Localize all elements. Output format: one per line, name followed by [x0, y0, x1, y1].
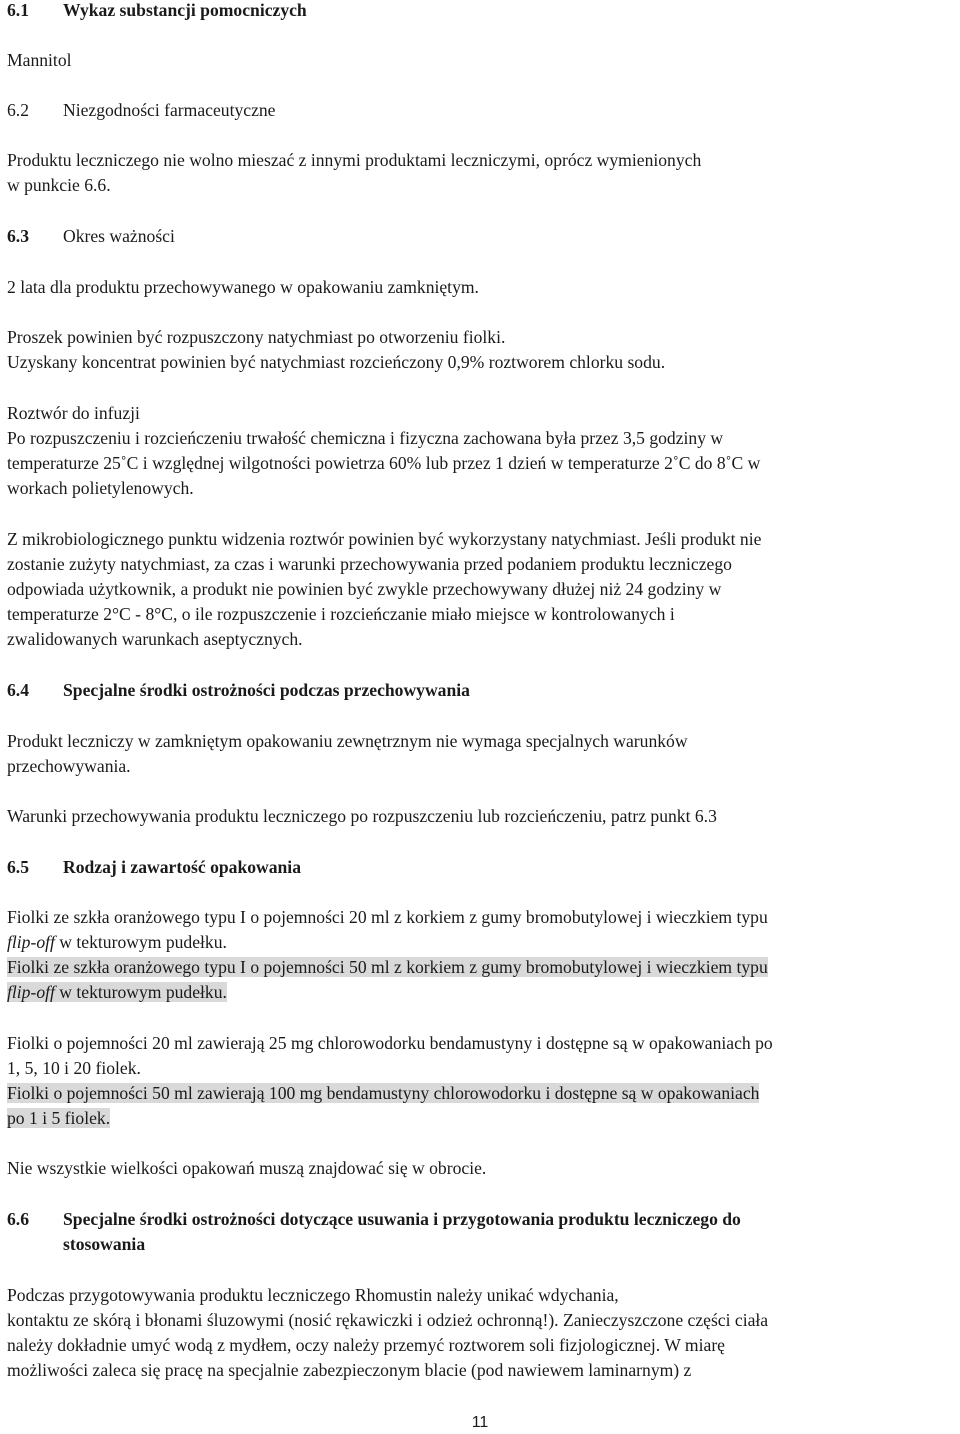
section-title: Okres ważności — [63, 226, 175, 246]
paragraph-line: w punkcie 6.6. — [7, 175, 111, 195]
highlighted-text: po 1 i 5 fiolek. — [7, 1108, 111, 1128]
paragraph-line: możliwości zaleca się pracę na specjalnie zabezpieczonym blacie (pod nawiewem laminarnym) z — [7, 1360, 692, 1380]
paragraph-line — [7, 931, 227, 953]
paragraph-line: Warunki przechowywania produktu leczniczego po rozpuszczeniu lub rozcieńczeniu, patrz punkt 6.3 — [7, 806, 717, 826]
paragraph-line: Fiolki o pojemności 20 ml zawierają 25 mg chlorowodorku bendamustyny i dostępne są w opakowaniach po — [7, 1033, 773, 1053]
section-number: 6.4 — [7, 680, 29, 700]
section-number: 6.6 — [7, 1209, 29, 1229]
highlighted-line — [7, 981, 227, 1003]
paragraph-line: Fiolki ze szkła oranżowego typu I o pojemności 20 ml z korkiem z gumy bromobutylowej i wieczkiem typu — [7, 907, 768, 927]
section-heading-6-1 — [7, 0, 307, 21]
section-title: Rodzaj i zawartość opakowania — [63, 857, 301, 877]
section-title-continued: stosowania — [63, 1234, 146, 1254]
section-title: Niezgodności farmaceutyczne — [63, 100, 276, 120]
paragraph-line: temperaturze 2°C - 8°C, o ile rozpuszczenie i rozcieńczanie miało miejsce w kontrolowanych i — [7, 604, 675, 624]
highlighted-line — [7, 956, 768, 978]
italic-term: flip-off — [7, 932, 55, 952]
highlighted-text: Fiolki o pojemności 50 ml zawierają 100 mg bendamustyny chlorowodorku i dostępne są w opakowaniach — [7, 1083, 760, 1103]
paragraph-line: kontaktu ze skórą i błonami śluzowymi (nosić rękawiczki i odzież ochronną!). Zanieczyszczone części ciała — [7, 1310, 769, 1330]
section-title: Wykaz substancji pomocniczych — [63, 0, 307, 20]
paragraph-line: 1, 5, 10 i 20 fiolek. — [7, 1058, 141, 1078]
italic-term: flip-off — [7, 982, 55, 1002]
paragraph-line: 2 lata dla produktu przechowywanego w opakowaniu zamkniętym. — [7, 277, 479, 297]
paragraph-line: należy dokładnie umyć wodą z mydłem, oczy należy przemyć roztworem soli fizjologicznej. W miarę — [7, 1335, 725, 1355]
paragraph-line: workach polietylenowych. — [7, 478, 194, 498]
text-run: w tekturowym pudełku. — [54, 932, 227, 952]
section-title: Specjalne środki ostrożności podczas przechowywania — [63, 680, 470, 700]
paragraph-line: Produkt leczniczy w zamkniętym opakowaniu zewnętrznym nie wymaga specjalnych warunków — [7, 731, 688, 751]
section-number: 6.5 — [7, 857, 29, 877]
paragraph-line: Proszek powinien być rozpuszczony natychmiast po otworzeniu fiolki. — [7, 327, 506, 347]
section-number: 6.2 — [7, 100, 29, 120]
section-heading-6-4 — [7, 679, 470, 701]
paragraph-line: Z mikrobiologicznego punktu widzenia roztwór powinien być wykorzystany natychmiast. Jeśli produkt nie — [7, 529, 762, 549]
paragraph-line: Nie wszystkie wielkości opakowań muszą znajdować się w obrocie. — [7, 1158, 487, 1178]
paragraph: Mannitol — [7, 50, 72, 70]
paragraph-line: zostanie zużyty natychmiast, za czas i warunki przechowywania przed podaniem produktu leczniczego — [7, 554, 732, 574]
section-title: Specjalne środki ostrożności dotyczące usuwania i przygotowania produktu leczniczego do — [63, 1209, 741, 1229]
highlighted-line — [7, 1107, 110, 1129]
highlighted-line — [7, 1082, 759, 1104]
section-heading-6-3 — [7, 225, 175, 247]
paragraph-line: Roztwór do infuzji — [7, 403, 140, 423]
section-heading-6-2 — [7, 99, 275, 121]
paragraph-line: Po rozpuszczeniu i rozcieńczeniu trwałość chemiczna i fizyczna zachowana była przez 3,5 godziny w — [7, 428, 724, 448]
paragraph-line: Produktu leczniczego nie wolno mieszać z innymi produktami leczniczymi, oprócz wymienionych — [7, 150, 702, 170]
paragraph-line: odpowiada użytkownik, a produkt nie powinien być zwykle przechowywany dłużej niż 24 godziny w — [7, 579, 722, 599]
section-number: 6.3 — [7, 226, 29, 246]
section-heading-6-5 — [7, 856, 301, 878]
paragraph-line: Podczas przygotowywania produktu leczniczego Rhomustin należy unikać wdychania, — [7, 1285, 619, 1305]
section-number: 6.1 — [7, 0, 29, 20]
highlighted-text: Fiolki ze szkła oranżowego typu I o pojemności 50 ml z korkiem z gumy bromobutylowej i wieczkiem typu — [7, 957, 768, 977]
section-heading-6-6 — [7, 1208, 741, 1230]
text-run: w tekturowym pudełku. — [54, 982, 227, 1002]
page-number: 11 — [471, 1414, 489, 1431]
paragraph-line: przechowywania. — [7, 756, 131, 776]
paragraph-line: temperaturze 25˚C i względnej wilgotności powietrza 60% lub przez 1 dzień w temperaturze 2˚C do 8˚C w — [7, 453, 761, 473]
paragraph-line: Uzyskany koncentrat powinien być natychmiast rozcieńczony 0,9% roztworem chlorku sodu. — [7, 352, 666, 372]
paragraph-line: zwalidowanych warunkach aseptycznych. — [7, 629, 303, 649]
highlighted-text — [7, 982, 227, 1002]
